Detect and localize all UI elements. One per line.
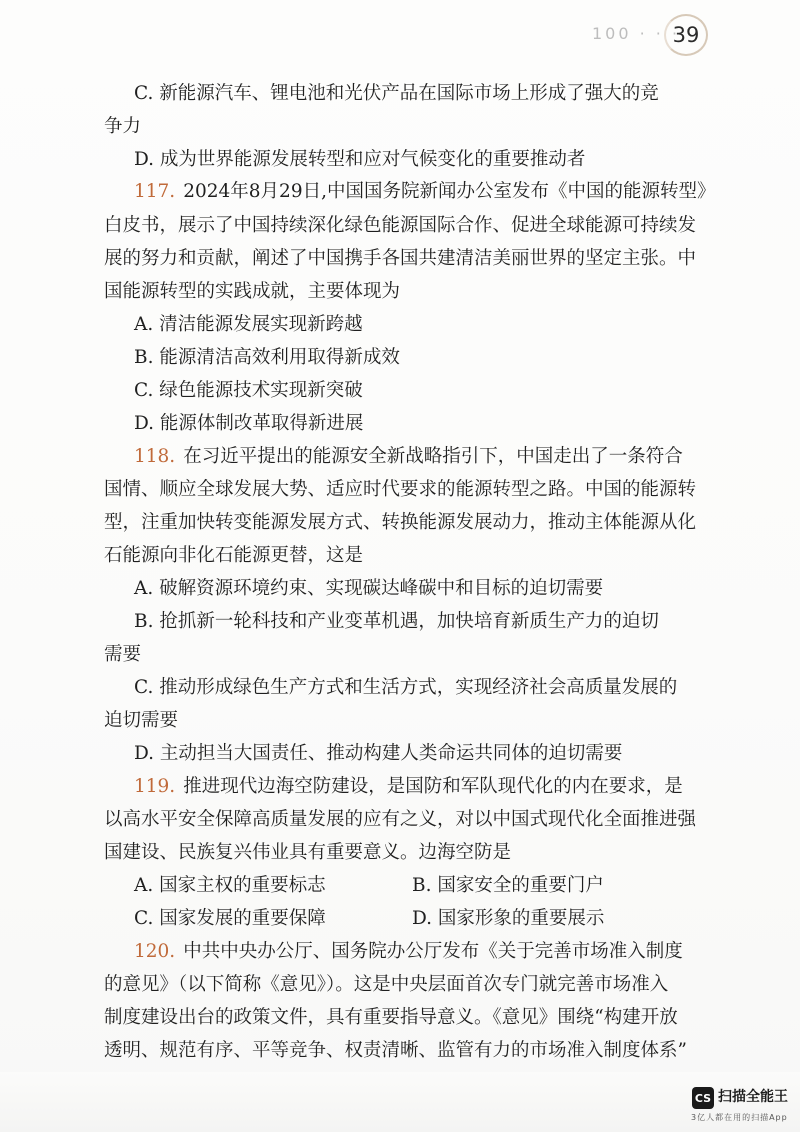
- option-line: B. 抢抓新一轮科技和产业变革机遇，加快培育新质生产力的迫切: [134, 611, 659, 632]
- option-line: D. 国家形象的重要展示: [412, 908, 605, 929]
- question-number: 119.: [134, 776, 176, 797]
- header-dots: 100 · · ·: [592, 24, 681, 43]
- question-line: 117. 2024年8月29日,中国国务院新闻办公室发布《中国的能源转型》: [134, 181, 716, 202]
- text-line: 白皮书，展示了中国持续深化绿色能源国际合作、促进全球能源可持续发: [104, 215, 697, 236]
- option-line: D. 主动担当大国责任、推动构建人类命运共同体的迫切需要: [134, 743, 623, 764]
- text-line: 迫切需要: [104, 710, 179, 731]
- option-line: A. 国家主权的重要标志: [134, 875, 326, 896]
- question-line: 118. 在习近平提出的能源安全新战略指引下，中国走出了一条符合: [134, 446, 683, 467]
- option-line: C. 绿色能源技术实现新突破: [134, 380, 363, 401]
- question-number: 117.: [134, 181, 176, 202]
- option-line: A. 清洁能源发展实现新跨越: [134, 314, 363, 335]
- text-line: 争力: [104, 116, 142, 137]
- option-line: B. 能源清洁高效利用取得新成效: [134, 347, 400, 368]
- question-number: 118.: [134, 446, 176, 467]
- option-line: A. 破解资源环境约束、实现碳达峰碳中和目标的迫切需要: [134, 578, 604, 599]
- camscanner-logo-icon: CS: [692, 1087, 714, 1109]
- question-number: 120.: [134, 941, 176, 962]
- text-line: 国能源转型的实践成就，主要体现为: [104, 281, 401, 302]
- option-line: C. 新能源汽车、锂电池和光伏产品在国际市场上形成了强大的竞: [134, 83, 659, 104]
- text-line: 展的努力和贡献，阐述了中国携手各国共建清洁美丽世界的坚定主张。中: [104, 248, 697, 269]
- text-line: 透明、规范有序、平等竞争、权责清晰、监管有力的市场准入制度体系”: [104, 1040, 687, 1061]
- watermark-tagline: 3亿人都在用的扫描App: [691, 1113, 788, 1122]
- text-line: 制度建设出台的政策文件，具有重要指导意义。《意见》围绕“构建开放: [104, 1007, 678, 1028]
- question-line: 120. 中共中央办公厅、国务院办公厅发布《关于完善市场准入制度: [134, 941, 683, 962]
- text-line: 国建设、民族复兴伟业具有重要意义。边海空防是: [104, 842, 512, 863]
- text-line: 需要: [104, 644, 142, 665]
- text-line: 型，注重加快转变能源发展方式、转换能源发展动力，推动主体能源从化: [104, 512, 697, 533]
- text-line: 国情、顺应全球发展大势、适应时代要求的能源转型之路。中国的能源转: [104, 479, 697, 500]
- option-line: D. 成为世界能源发展转型和应对气候变化的重要推动者: [134, 149, 586, 170]
- option-line: B. 国家安全的重要门户: [412, 875, 604, 896]
- page-number: 39: [664, 14, 708, 56]
- option-line: C. 推动形成绿色生产方式和生活方式，实现经济社会高质量发展的: [134, 677, 678, 698]
- watermark-name: 扫描全能王: [718, 1089, 788, 1105]
- text-line: 石能源向非化石能源更替，这是: [104, 545, 364, 566]
- option-line: C. 国家发展的重要保障: [134, 908, 326, 929]
- text-line: 以高水平安全保障高质量发展的应有之义，对以中国式现代化全面推进强: [104, 809, 697, 830]
- option-line: D. 能源体制改革取得新进展: [134, 413, 364, 434]
- question-line: 119. 推进现代边海空防建设，是国防和军队现代化的内在要求，是: [134, 776, 683, 797]
- text-line: 的意见》（以下简称《意见》）。这是中央层面首次专门就完善市场准入: [104, 974, 669, 995]
- page-bottom-edge: [0, 1072, 800, 1132]
